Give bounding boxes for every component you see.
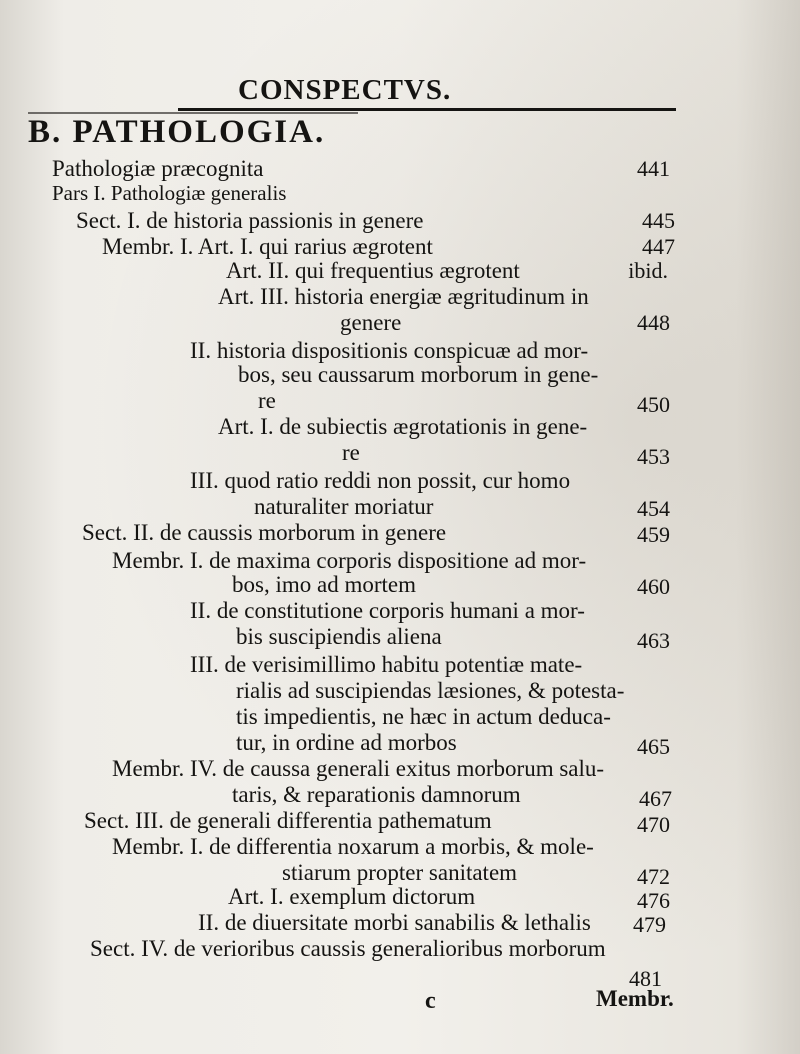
- toc-entry: III. quod ratio reddi non possit, cur homo: [190, 468, 571, 493]
- toc-entry: rialis ad suscipiendas læsiones, & potesta-: [236, 678, 625, 703]
- catchword: Membr.: [596, 986, 674, 1011]
- header-rule: [178, 108, 676, 111]
- toc-entry: II. de constitutione corporis humani a mor-: [190, 598, 585, 623]
- page-number: ibid.: [628, 258, 668, 283]
- toc-entry: re: [258, 388, 276, 413]
- page-number: 448: [637, 310, 670, 335]
- page-number: 453: [637, 444, 670, 469]
- toc-entry: Membr. IV. de caussa generali exitus morborum salu-: [112, 756, 605, 781]
- signature-mark: c: [425, 988, 436, 1014]
- page-number: 479: [633, 912, 666, 937]
- toc-entry: Sect. IV. de verioribus caussis generalioribus morborum: [90, 936, 606, 961]
- page-number: 445: [642, 208, 675, 233]
- page-number: 470: [637, 812, 670, 837]
- toc-entry: Pars I. Pathologiæ generalis: [52, 181, 287, 205]
- toc-entry: bos, imo ad mortem: [232, 572, 416, 597]
- page-number: 450: [637, 392, 670, 417]
- toc-entry: bis suscipiendis aliena: [236, 624, 442, 649]
- toc-entry: Art. II. qui frequentius ægrotent: [226, 258, 520, 283]
- page-number: 459: [637, 522, 670, 547]
- toc-entry: Art. I. exemplum dictorum: [228, 884, 476, 909]
- page-number: 447: [642, 234, 675, 259]
- toc-entry: II. de diuersitate morbi sanabilis & lethalis: [198, 910, 591, 935]
- toc-entry: Membr. I. de maxima corporis dispositione ad mor-: [112, 548, 587, 573]
- toc-entry: Sect. III. de generali differentia pathematum: [84, 808, 492, 833]
- page-number: 441: [637, 156, 670, 181]
- toc-entry: Membr. I. Art. I. qui rarius ægrotent: [102, 234, 433, 259]
- toc-entry: re: [342, 440, 360, 465]
- page-number: 460: [637, 574, 670, 599]
- section-title: B. PATHOLOGIA.: [28, 114, 326, 150]
- page-number: 465: [637, 734, 670, 759]
- toc-entry: taris, & reparationis damnorum: [232, 782, 521, 807]
- toc-entry: tis impedientis, ne hæc in actum deduca-: [236, 704, 611, 729]
- page-number: 467: [639, 786, 672, 811]
- page-number: 454: [637, 496, 670, 521]
- toc-entry: genere: [340, 310, 402, 335]
- toc-entry: Pathologiæ præcognita: [52, 156, 264, 181]
- page-number: 472: [637, 864, 670, 889]
- toc-entry: Art. III. historia energiæ ægritudinum in: [218, 284, 589, 309]
- page-number: 481: [629, 966, 662, 991]
- running-header: CONSPECTVS.: [238, 74, 452, 106]
- toc-entry: Sect. I. de historia passionis in genere: [76, 208, 424, 233]
- toc-entry: III. de verisimillimo habitu potentiæ mate-: [190, 652, 583, 677]
- toc-entry: Art. I. de subiectis ægrotationis in gene-: [218, 414, 588, 439]
- toc-entry: bos, seu caussarum morborum in gene-: [238, 362, 599, 387]
- page-number: 463: [637, 628, 670, 653]
- page-number: 476: [637, 888, 670, 913]
- toc-entry: Membr. I. de differentia noxarum a morbis, & mole-: [112, 834, 594, 859]
- toc-entry: stiarum propter sanitatem: [282, 860, 518, 885]
- toc-entry: naturaliter moriatur: [254, 494, 434, 519]
- toc-entry: Sect. II. de caussis morborum in genere: [82, 520, 447, 545]
- toc-entry: II. historia dispositionis conspicuæ ad mor-: [190, 338, 589, 363]
- toc-entry: tur, in ordine ad morbos: [236, 730, 457, 755]
